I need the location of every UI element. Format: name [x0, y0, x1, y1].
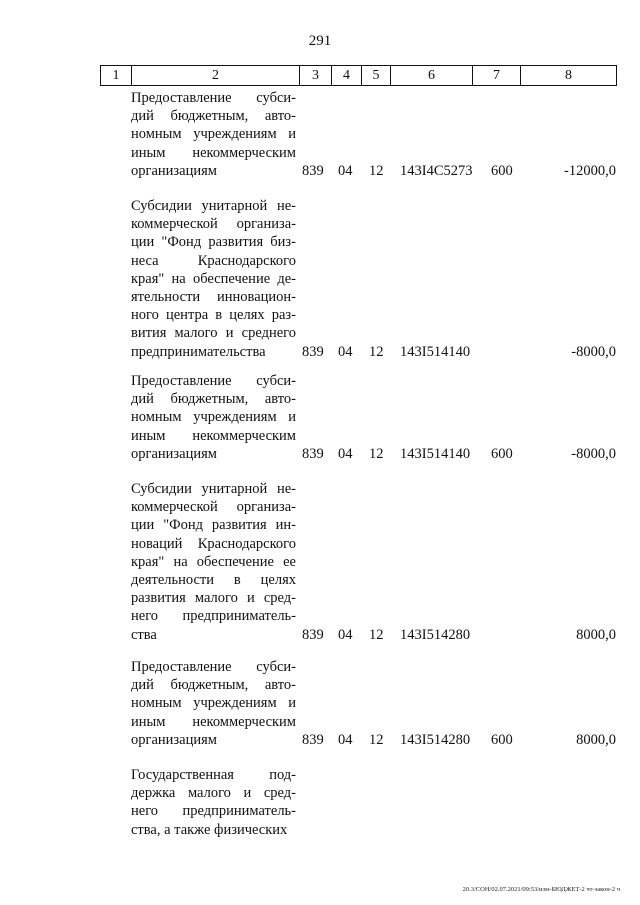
cell-c5: 12: [369, 445, 384, 462]
table-row: [0, 658, 640, 749]
cell-c4: 04: [338, 445, 353, 462]
column-header: 1: [101, 66, 132, 85]
description-line: коммерческой организа-: [131, 216, 296, 233]
table-row: [0, 372, 640, 463]
row-description: [131, 480, 296, 644]
description-line: Субсидии унитарной не-: [131, 481, 296, 497]
description-line: новаций Краснодарского: [131, 535, 296, 552]
description-line: Государственная под-: [131, 767, 296, 783]
cell-c8: 8000,0: [576, 731, 616, 748]
description-line: края" на обеспечение де-: [131, 270, 296, 287]
table-header: [100, 65, 617, 86]
description-line: ции "Фонд развития ин-: [131, 517, 296, 534]
row-description: [131, 197, 296, 361]
page-number: 291: [308, 33, 332, 49]
description-line: него предприниматель-: [131, 608, 296, 625]
cell-c6: 143I514140: [400, 343, 471, 360]
cell-c8: 8000,0: [576, 626, 616, 643]
row-description: [131, 658, 296, 749]
description-line: края" на обеспечение ее: [131, 553, 296, 570]
description-line: ства, а также физических: [131, 821, 288, 838]
cell-c4: 04: [338, 731, 353, 748]
cell-c3: 839: [302, 445, 324, 462]
cell-c4: 04: [338, 626, 353, 643]
description-line: организациям: [131, 445, 217, 462]
description-line: ства: [131, 626, 157, 643]
cell-c8: -12000,0: [564, 162, 616, 179]
description-line: иным некоммерческим: [131, 427, 296, 444]
cell-c3: 839: [302, 731, 324, 748]
cell-c6: 143I4C5273: [400, 162, 473, 179]
description-line: предпринимательства: [131, 343, 266, 360]
table-row: [0, 766, 640, 839]
cell-c4: 04: [338, 162, 353, 179]
column-header: 2: [132, 66, 300, 85]
description-line: организациям: [131, 731, 217, 748]
cell-c8: -8000,0: [571, 445, 616, 462]
description-line: ятельности инновацион-: [131, 289, 296, 306]
cell-c7: 600: [491, 731, 513, 748]
description-line: дий бюджетным, авто-: [131, 391, 296, 408]
description-line: ции "Фонд развития биз-: [131, 234, 296, 251]
description-line: иным некоммерческим: [131, 713, 296, 730]
description-line: Субсидии унитарной не-: [131, 198, 296, 214]
description-line: Предоставление субси-: [131, 373, 296, 389]
description-line: номным учреждениям и: [131, 409, 296, 426]
description-line: дий бюджетным, авто-: [131, 677, 296, 694]
description-line: держка малого и сред-: [131, 785, 296, 802]
description-line: дий бюджетным, авто-: [131, 108, 296, 125]
cell-c6: 143I514280: [400, 626, 471, 643]
description-line: Предоставление субси-: [131, 90, 296, 106]
description-line: неса Краснодарского: [131, 252, 296, 269]
description-line: организациям: [131, 162, 217, 179]
cell-c6: 143I514140: [400, 445, 471, 462]
description-line: вития малого и среднего: [131, 325, 296, 342]
description-line: номным учреждениям и: [131, 126, 296, 143]
table-row: [0, 480, 640, 644]
description-line: ного центра в целях раз-: [131, 307, 296, 324]
description-line: Предоставление субси-: [131, 659, 296, 675]
column-header: 7: [473, 66, 521, 85]
column-header: 6: [391, 66, 473, 85]
description-line: деятельности в целях: [131, 572, 296, 589]
cell-c8: -8000,0: [571, 343, 616, 360]
description-line: номным учреждениям и: [131, 695, 296, 712]
description-line: коммерческой организа-: [131, 499, 296, 516]
row-description: [131, 372, 296, 463]
column-header: 4: [332, 66, 362, 85]
table-row: [0, 89, 640, 180]
cell-c4: 04: [338, 343, 353, 360]
cell-c5: 12: [369, 731, 384, 748]
cell-c5: 12: [369, 626, 384, 643]
column-header: 5: [362, 66, 391, 85]
row-description: [131, 766, 296, 839]
cell-c3: 839: [302, 626, 324, 643]
cell-c3: 839: [302, 343, 324, 360]
table-row: [0, 197, 640, 361]
cell-c5: 12: [369, 162, 384, 179]
description-line: развития малого и сред-: [131, 590, 296, 607]
cell-c7: 600: [491, 445, 513, 462]
description-line: иным некоммерческим: [131, 144, 296, 161]
cell-c7: 600: [491, 162, 513, 179]
column-header: 3: [300, 66, 332, 85]
description-line: него предприниматель-: [131, 803, 296, 820]
cell-c3: 839: [302, 162, 324, 179]
row-description: [131, 89, 296, 180]
column-header: 8: [565, 68, 572, 83]
cell-c6: 143I514280: [400, 731, 471, 748]
cell-c5: 12: [369, 343, 384, 360]
footer-stamp: 20.3/СОН/02.07.2021/09:53/изм-БЮДЖЕТ-2 чт-закон-2 ч: [462, 886, 620, 893]
